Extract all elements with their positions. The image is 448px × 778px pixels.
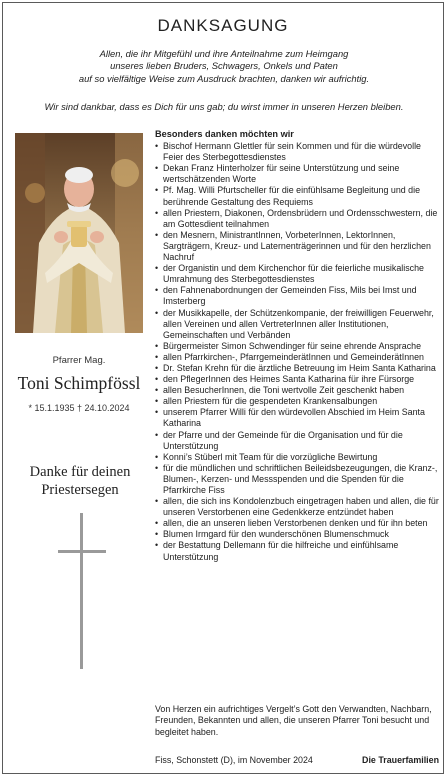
list-item: • Bürgermeister Simon Schwendinger für seine ehrende Ansprache xyxy=(155,341,443,352)
list-item: • der Organistin und dem Kirchenchor für die feierliche musikalische Umrahmung des Sterbegottesdienstes xyxy=(155,263,443,285)
cross-icon xyxy=(58,513,106,669)
list-item: • der Bestattung Dellemann für die hilfreiche und einfühlsame Unterstützung xyxy=(155,540,443,562)
list-item: • allen Priestern, Diakonen, Ordensbrüdern und Ordensschwestern, die am Gottesdient teilnahmen xyxy=(155,208,443,230)
person-dates: * 15.1.1935 † 24.10.2024 xyxy=(28,403,130,413)
list-item: • Bischof Hermann Glettler für sein Kommen und für die würdevolle Feier des Sterbegottesdienstes xyxy=(155,141,443,163)
thanks-list xyxy=(155,141,443,563)
signature: Die Trauerfamilien xyxy=(362,755,439,765)
person-title: Pfarrer Mag. xyxy=(52,355,106,366)
intro-line: unseres lieben Bruders, Schwagers, Onkels und Paten xyxy=(110,60,338,72)
list-item: • allen, die an unseren lieben Verstorbenen denken und für ihn beten xyxy=(155,518,443,529)
list-heading: Besonders danken möchten wir xyxy=(155,129,294,139)
person-name: Toni Schimpfössl xyxy=(17,373,141,393)
intro-line: auf so vielfältige Weise zum Ausdruck brachten, danken wir aufrichtig. xyxy=(78,72,370,84)
closing-text: Von Herzen ein aufrichtiges Vergelt’s Gott den Verwandten, Nachbarn, Freunden, Bekannten und allen, die unseren Pfarrer Toni besucht und begleitet haben. xyxy=(155,704,432,737)
list-item: • den Mesnern, MinistrantInnen, VorbeterInnen, LektorInnen, Sargträgern, Kreuz- und Laternenträgerinnen und für den herzlichen Nachruf xyxy=(155,230,443,263)
intro-text-2: Wir sind dankbar, dass es Dich für uns gab; du wirst immer in unseren Herzen bleiben. xyxy=(44,101,404,112)
list-item: • allen Priestern für die gespendeten Krankensalbungen xyxy=(155,396,443,407)
thanks-blessing-text xyxy=(17,463,143,499)
list-item: • allen Pfarrkirchen-, PfarrgemeinderätInnen und GemeinderätInnen xyxy=(155,352,443,363)
priest-portrait-image xyxy=(15,133,143,333)
list-item: • Dekan Franz Hinterholzer für seine Unterstützung und seine wertschätzenden Worte xyxy=(155,163,443,185)
page-title: DANKSAGUNG xyxy=(157,16,289,35)
list-item: • den PflegerInnen des Heimes Santa Katharina für ihre Fürsorge xyxy=(155,374,443,385)
portrait-photo xyxy=(15,133,143,333)
list-item: • der Musikkapelle, der Schützenkompanie, der freiwilligen Feuerwehr, allen Vereinen und allen VertreterInnen aller Institutionen, Gemeinschaften und Verbänden xyxy=(155,308,443,341)
list-item: • Dr. Stefan Krehn für die ärztliche Betreuung im Heim Santa Katharina xyxy=(155,363,443,374)
thanks-line: Danke für deinen xyxy=(29,464,131,480)
list-item: • allen BesucherInnen, die Toni wertvolle Zeit geschenkt haben xyxy=(155,385,443,396)
list-item: • Konni’s Stüberl mit Team für die vorzügliche Bewirtung xyxy=(155,452,443,463)
obituary-card xyxy=(2,2,444,774)
thanks-line: Priestersegen xyxy=(41,482,119,498)
list-item: • Blumen Irmgard für den wunderschönen Blumenschmuck xyxy=(155,529,443,540)
list-item: • Pf. Mag. Willi Pfurtscheller für die einfühlsame Begleitung und die berührende Gestaltung des Requiems xyxy=(155,185,443,207)
list-item: • den Fahnenabordnungen der Gemeinden Fiss, Mils bei Imst und Imsterberg xyxy=(155,285,443,307)
list-item: • für die mündlichen und schriftlichen Beileidsbezeugungen, die Kranz-, Blumen-, Kerzen- und Messspenden und die Spenden für die Pfarrkirche Fiss xyxy=(155,463,443,496)
list-item: • der Pfarre und der Gemeinde für die Organisation und für die Unterstützung xyxy=(155,430,443,452)
list-item: • allen, die sich ins Kondolenzbuch eingetragen haben und allen, die für unseren Verstorbenen eine Gedenkkerze entzündet haben xyxy=(155,496,443,518)
intro-line: Allen, die ihr Mitgefühl und ihre Anteilnahme zum Heimgang xyxy=(99,48,349,59)
footer xyxy=(155,755,439,765)
intro-text xyxy=(13,48,435,85)
thanks-list-section xyxy=(155,129,443,563)
list-item: • unserem Pfarrer Willi für den würdevollen Abschied im Heim Santa Katharina xyxy=(155,407,443,429)
place-date: Fiss, Schonstett (D), im November 2024 xyxy=(155,755,313,765)
